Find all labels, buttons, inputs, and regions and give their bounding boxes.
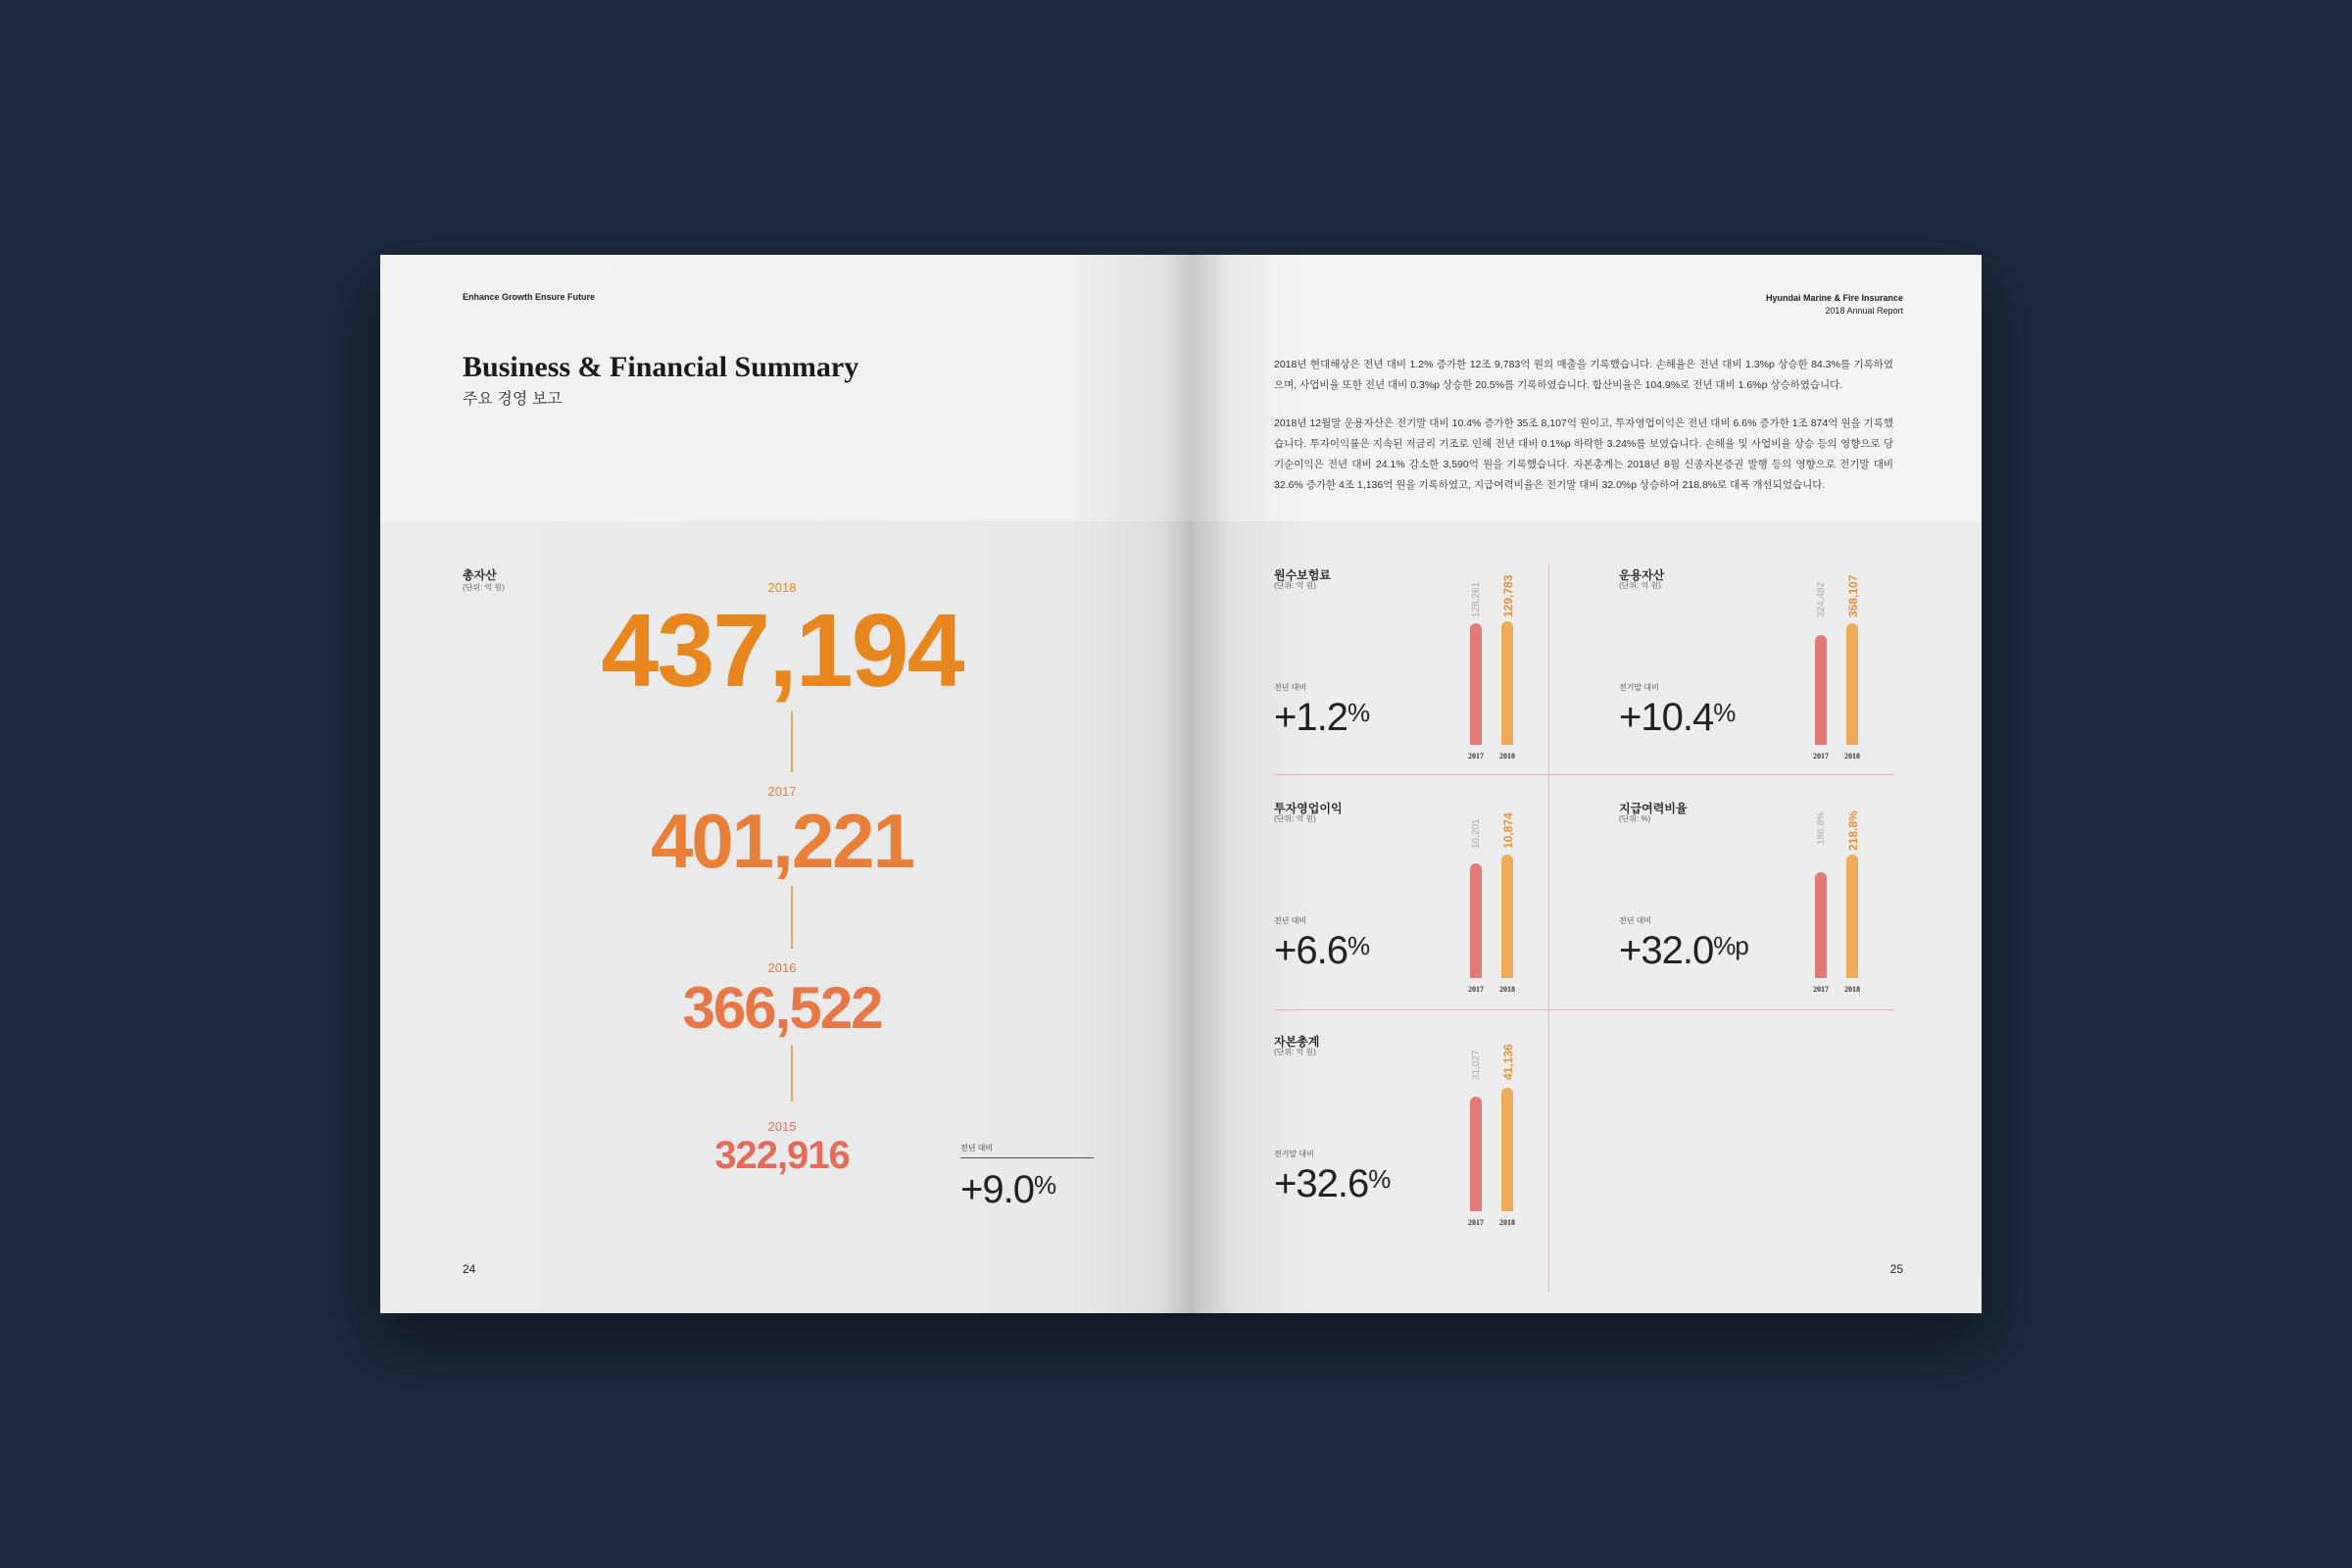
bar-2017 [1815, 872, 1827, 978]
metric-invested-assets [1619, 566, 1876, 762]
metric-name: 투자영업이익 [1274, 802, 1343, 815]
page-subtitle: 주요 경영 보고 [463, 391, 563, 408]
total-assets-unit: (단위: 억 원) [463, 583, 505, 592]
bar-value-2017: 324,482 [1816, 581, 1827, 617]
total-assets-value: 366,522 [682, 975, 882, 1041]
metric-unit: (단위: 억 원) [1274, 1048, 1316, 1056]
bar-year-2017: 2017 [1468, 1218, 1484, 1227]
metric-change-unit: %p [1713, 931, 1748, 960]
metric-change-unit: % [1713, 698, 1736, 727]
total-assets-value: 437,194 [601, 593, 963, 709]
company-name: Hyundai Marine & Fire Insurance [1765, 293, 1903, 303]
year-label: 2016 [767, 960, 797, 975]
metric-change-unit: % [1368, 1164, 1391, 1194]
metric-unit: (단위: 억 원) [1274, 814, 1316, 823]
bar-2018 [1501, 855, 1513, 978]
bar-2017 [1470, 623, 1482, 745]
bar-year-2017: 2017 [1468, 752, 1484, 760]
total-assets-2015 [537, 1119, 1027, 1175]
bar-year-2017: 2017 [1813, 752, 1829, 760]
metric-change-value: +32.0 [1619, 929, 1714, 972]
bar-year-2018: 2018 [1499, 985, 1515, 994]
total-assets-2016 [537, 960, 1027, 1041]
bar-value-2017: 186.8% [1816, 811, 1827, 845]
metric-solvency-ratio [1619, 800, 1876, 996]
metric-change [1274, 929, 1369, 973]
right-running-header [1766, 292, 1903, 318]
grid-divider-h [1274, 774, 1893, 775]
page-number-left: 24 [463, 1262, 476, 1276]
bar-value-2018: 41,136 [1501, 1044, 1515, 1080]
bar-2017 [1470, 863, 1482, 978]
bar-2018 [1501, 1088, 1513, 1211]
bar-2018 [1846, 623, 1858, 745]
bar-year-2018: 2018 [1844, 985, 1860, 994]
total-assets-value: 322,916 [714, 1134, 850, 1177]
year-label: 2018 [767, 580, 797, 595]
grid-divider-v [1548, 564, 1549, 1292]
total-assets-change [960, 1143, 1094, 1212]
metric-change-value: +1.2 [1274, 696, 1348, 739]
metric-direct-premiums [1274, 566, 1531, 762]
bar-value-2017: 31,027 [1471, 1050, 1482, 1080]
metric-change-unit: % [1347, 931, 1370, 960]
metric-unit: (단위: 억 원) [1619, 581, 1661, 590]
metric-change-label: 전기말 대비 [1274, 1150, 1314, 1158]
timeline-connector [791, 886, 793, 949]
bar-2018 [1501, 621, 1513, 745]
metric-change [1619, 929, 1748, 973]
bar-value-2017: 10,201 [1471, 818, 1482, 849]
metric-change-value: +6.6 [1274, 929, 1348, 972]
timeline-connector [791, 1045, 793, 1102]
bar-value-2018: 218.8% [1846, 810, 1860, 851]
total-assets-value: 401,221 [651, 798, 913, 884]
total-assets-2018 [537, 580, 1027, 709]
timeline-connector [791, 711, 793, 772]
bar-year-2018: 2018 [1499, 752, 1515, 760]
metric-total-equity [1274, 1033, 1531, 1229]
bar-value-2018: 10,874 [1501, 812, 1515, 849]
metric-name: 자본총계 [1274, 1035, 1320, 1049]
metric-change-value: +32.6 [1274, 1162, 1369, 1205]
summary-paragraph-1: 2018년 현대해상은 전년 대비 1.2% 증가한 12조 9,783억 원의 매출을 기록했습니다. 손해율은 전년 대비 1.3%p 상승한 84.3%를 기록하였으며, 사업비율 또한 전년 대비 0.3%p 상승한 20.5%를 기록하였습니다. 합산비율은 104.9%로 전년 대비 1.6%p 상승하였습니다. [1274, 359, 1893, 391]
metric-name: 지급여력비율 [1619, 802, 1688, 815]
metric-change [1274, 1162, 1390, 1206]
annual-report-spread [380, 255, 1982, 1313]
metric-change-label: 전년 대비 [1274, 683, 1307, 692]
right-page [1194, 255, 1982, 1313]
page-title: Business & Financial Summary [463, 351, 859, 383]
bar-2018 [1846, 855, 1858, 978]
total-assets-label: 총자산 [463, 568, 497, 582]
report-name: 2018 Annual Report [1825, 306, 1903, 316]
bar-2017 [1470, 1097, 1482, 1211]
bar-year-2017: 2017 [1813, 985, 1829, 994]
bar-chart [1813, 566, 1862, 762]
left-running-header: Enhance Growth Ensure Future [463, 292, 596, 302]
bar-chart [1468, 1033, 1517, 1229]
left-page [380, 255, 1194, 1313]
total-assets-2017 [537, 784, 1027, 884]
change-unit: % [1033, 1170, 1056, 1200]
bar-chart [1468, 566, 1517, 762]
summary-paragraph-2: 2018년 12월말 운용자산은 전기말 대비 10.4% 증가한 35조 8,107억 원이고, 투자영업이익은 전년 대비 6.6% 증가한 1조 874억 원을 기록했습니다. 투자이익률은 지속된 저금리 기조로 인해 전년 대비 0.1%p 하락한 3.24%를 보였습니다. 손해율 및 사업비율 상승 등의 영향으로 당기순이익은 전년 대비 24.1% 감소한 3,590억 원을 기록했습니다. 자본총계는 2018년 8월 신종자본증권 발행 등의 영향으로 전기말 대비 32.6% 증가한 4조 1,136억 원을 기록하였고, 지급여력비율은 전기말 대비 32.0%p 상승하여 218.8%로 대폭 개선되었습니다. [1274, 417, 1893, 491]
metric-change [1619, 696, 1735, 740]
metric-investment-income [1274, 800, 1531, 996]
metric-name: 원수보험료 [1274, 568, 1331, 582]
metric-change-label: 전년 대비 [1619, 916, 1652, 925]
metric-change-unit: % [1347, 698, 1370, 727]
metric-unit: (단위: 억 원) [1274, 581, 1316, 590]
year-label: 2015 [767, 1119, 797, 1134]
metric-unit: (단위: %) [1619, 814, 1651, 823]
grid-divider-h [1274, 1009, 1893, 1010]
bar-year-2018: 2018 [1499, 1218, 1515, 1227]
bar-chart [1813, 800, 1862, 996]
change-value-box [960, 1168, 1094, 1212]
year-label: 2017 [767, 784, 797, 799]
page-number-right: 25 [1889, 1262, 1903, 1276]
metric-change-label: 전년 대비 [1274, 916, 1307, 925]
bar-value-2018: 129,783 [1501, 574, 1515, 617]
bar-value-2018: 358,107 [1846, 574, 1860, 617]
change-label: 전년 대비 [960, 1143, 1094, 1158]
bar-year-2018: 2018 [1844, 752, 1860, 760]
bar-chart [1468, 800, 1517, 996]
bar-value-2017: 128,261 [1471, 581, 1482, 617]
metric-change-value: +10.4 [1619, 696, 1714, 739]
metric-change [1274, 696, 1369, 740]
metric-name: 운용자산 [1619, 568, 1665, 582]
change-value: +9.0 [960, 1168, 1034, 1211]
bar-year-2017: 2017 [1468, 985, 1484, 994]
metric-change-label: 전기말 대비 [1619, 683, 1659, 692]
bar-2017 [1815, 635, 1827, 745]
